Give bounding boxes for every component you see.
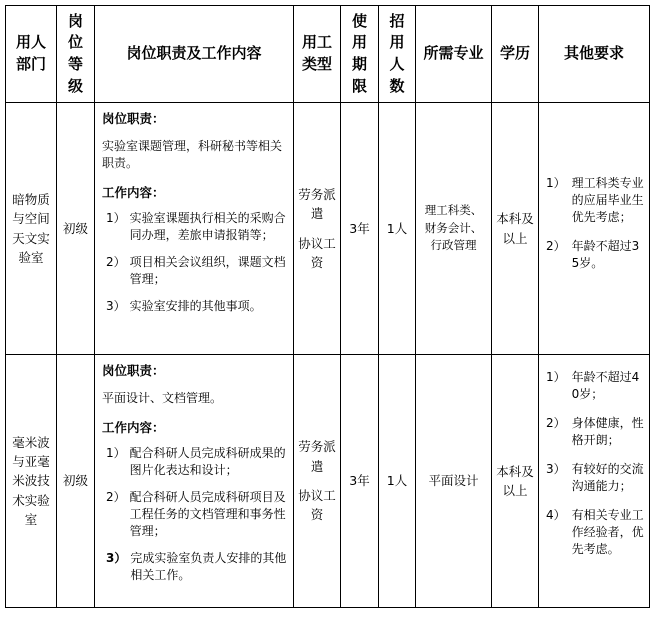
item-number: 1） [106, 210, 126, 225]
employment-type-primary: 劳务派遣 [298, 439, 336, 474]
item-number: 3） [106, 298, 126, 313]
item-number: 1） [546, 175, 566, 190]
duties-title: 岗位职责： [102, 363, 165, 378]
department-cell: 毫米波与亚毫米波技术实验室 [6, 355, 57, 608]
duties-cell [95, 355, 294, 608]
item-number: 3） [106, 550, 127, 565]
content-item [102, 298, 287, 315]
requirement-item [544, 369, 645, 403]
item-text: 有较好的交流沟通能力； [571, 462, 644, 494]
item-number: 4） [546, 508, 566, 523]
item-number: 2） [106, 489, 126, 504]
content-item [102, 254, 287, 288]
item-number: 2） [546, 239, 566, 254]
content-item [102, 489, 287, 540]
item-text: 完成实验室负责人安排的其他相关工作。 [130, 550, 287, 582]
duties-cell [95, 103, 294, 355]
item-number: 2） [106, 254, 126, 269]
duties-text: 平面设计、文档管理。 [102, 390, 223, 405]
item-number: 1） [546, 370, 566, 384]
item-text: 有相关专业工作经验者，优先考虑。 [571, 508, 644, 557]
employment-type-salary: 协议工资 [298, 235, 336, 270]
item-number: 3） [546, 462, 566, 477]
header-count: 招用人数 [379, 6, 416, 103]
department-cell: 暗物质与空间天文实验室 [6, 103, 57, 355]
requirement-item [544, 415, 645, 449]
duties-text: 实验室课题管理，科研秘书等相关职责。 [102, 138, 283, 170]
level-cell: 初级 [57, 355, 95, 608]
employment-type-salary: 协议工资 [298, 488, 336, 523]
content-item [102, 445, 287, 479]
level-cell: 初级 [57, 103, 95, 355]
item-text: 身体健康，性格开朗； [571, 416, 644, 448]
item-text: 理工科类专业的应届毕业生优先考虑； [571, 175, 644, 224]
requirement-item [544, 175, 645, 226]
employment-type-primary: 劳务派遣 [298, 186, 336, 222]
education-cell: 本科及以上 [492, 355, 539, 608]
table-row [6, 103, 650, 355]
content-item [102, 210, 287, 244]
education-cell: 本科及以上 [492, 103, 539, 355]
header-level: 岗位等级 [57, 6, 95, 103]
content-title: 工作内容： [102, 419, 165, 435]
requirements-cell [539, 355, 650, 608]
term-cell: 3年 [341, 355, 379, 608]
header-duties: 岗位职责及工作内容 [95, 6, 294, 103]
employment-type-cell [294, 355, 341, 608]
requirement-item [544, 507, 645, 558]
major-cell: 平面设计 [416, 355, 492, 608]
item-text: 项目相关会议组织，课题文档管理； [129, 254, 286, 286]
item-number: 2） [546, 416, 566, 431]
item-number: 1） [106, 445, 126, 460]
requirement-item [544, 461, 645, 495]
header-major: 所需专业 [416, 6, 492, 103]
header-term: 使用期限 [341, 6, 379, 103]
item-text: 年龄不超过35岁。 [571, 239, 640, 271]
content-item [102, 550, 287, 584]
major-cell: 理工科类、财务会计、行政管理 [416, 103, 492, 355]
item-text: 年龄不超过40岁； [571, 370, 640, 402]
job-posting-table [5, 5, 650, 608]
header-employment-type: 用工类型 [294, 6, 341, 103]
table-header-row [6, 6, 650, 103]
requirements-cell [539, 103, 650, 355]
item-text: 实验室课题执行相关的采购合同办理，差旅申请报销等； [129, 210, 286, 242]
duties-title: 岗位职责： [102, 111, 165, 126]
item-text: 实验室安排的其他事项。 [129, 298, 262, 313]
header-requirements: 其他要求 [539, 6, 650, 103]
employment-type-cell [294, 103, 341, 355]
header-department: 用人部门 [6, 6, 57, 103]
count-cell: 1人 [379, 103, 416, 355]
item-text: 配合科研人员完成科研项目及工程任务的文档管理和事务性管理； [129, 489, 286, 538]
term-cell: 3年 [341, 103, 379, 355]
table-row [6, 355, 650, 608]
content-title: 工作内容： [102, 184, 165, 200]
item-text: 配合科研人员完成科研成果的图片化表达和设计； [129, 445, 286, 477]
count-cell: 1人 [379, 355, 416, 608]
requirement-item [544, 238, 645, 272]
header-education: 学历 [492, 6, 539, 103]
